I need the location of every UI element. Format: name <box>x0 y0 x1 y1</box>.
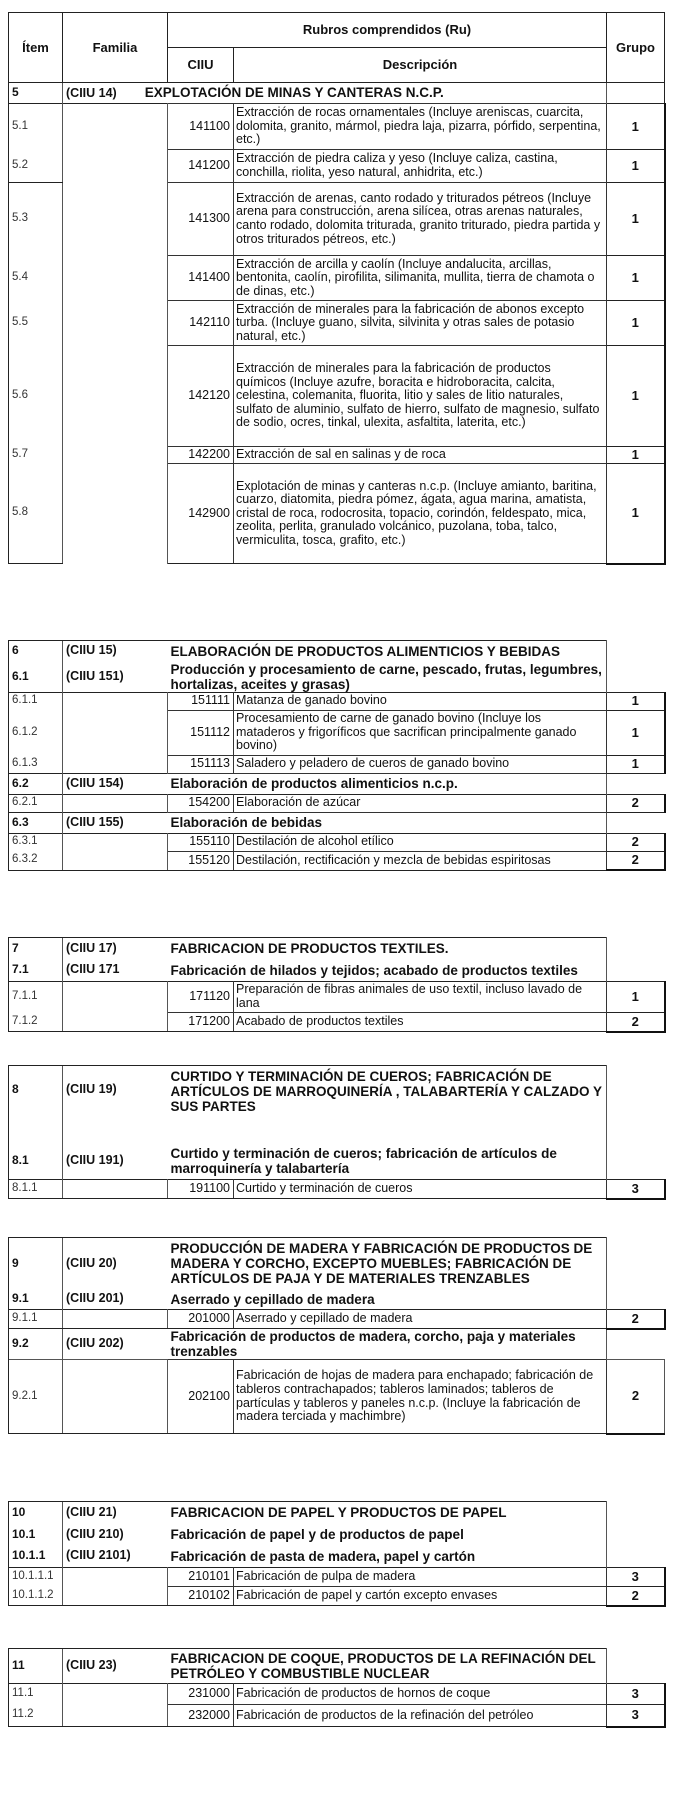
row-grupo: 1 <box>607 301 665 346</box>
row-ciiu: 142110 <box>168 301 234 346</box>
row-item: 9.1.1 <box>9 1310 63 1329</box>
row-desc: Fabricación de productos de la refinación del petróleo <box>234 1705 607 1727</box>
subsection-item: 6.1 <box>9 662 63 693</box>
row-desc: Fabricación de productos de hornos de coque <box>234 1684 607 1705</box>
row-grupo: 1 <box>607 982 665 1013</box>
subsection-title: Elaboración de productos alimenticios n.c.p. <box>168 773 607 794</box>
subsection-ciiu: (CIIU 155) <box>63 812 168 833</box>
row-desc: Destilación, rectificación y mezcla de bebidas espiritosas <box>234 851 607 870</box>
subsection-item: 6.2 <box>9 773 63 794</box>
row-grupo: 3 <box>607 1180 665 1199</box>
subsection-ciiu: (CIIU 2101) <box>63 1546 168 1568</box>
row-grupo: 1 <box>607 183 665 256</box>
subsection-ciiu: (CIIU 210) <box>63 1524 168 1546</box>
table-row <box>9 833 665 851</box>
subsection-title: Producción y procesamiento de carne, pescado, frutas, legumbres, hortalizas, aceites y grasas) <box>168 662 607 693</box>
section-6-table <box>8 640 664 871</box>
row-grupo: 2 <box>607 851 665 870</box>
row-ciiu: 154200 <box>168 794 234 812</box>
section-title: CURTIDO Y TERMINACIÓN DE CUEROS; FABRICACIÓN DE ARTÍCULOS DE MARROQUINERÍA , TALABARTERÍA Y CALZADO Y SUS PARTES <box>168 1066 607 1144</box>
header-rubros: Rubros comprendidos (Ru) <box>168 13 607 48</box>
row-grupo: 1 <box>607 150 665 183</box>
row-desc: Procesamiento de carne de ganado bovino (Incluye los mataderos y frigoríficos que sacrifican principalmente ganado bovino) <box>234 710 607 755</box>
subsection-item: 10.1.1 <box>9 1546 63 1568</box>
subsection-title: Fabricación de hilados y tejidos; acabado de productos textiles <box>168 960 607 982</box>
section-ciiu: (CIIU 20) <box>63 1238 168 1290</box>
row-ciiu: 141300 <box>168 183 234 256</box>
section-title: PRODUCCIÓN DE MADERA Y FABRICACIÓN DE PRODUCTOS DE MADERA Y CORCHO, EXCEPTO MUEBLES; FABRICACIÓN DE ARTÍCULOS DE PAJA Y DE MATERIALES TRENZABLES <box>168 1238 607 1290</box>
section-title: FABRICACION DE PRODUCTOS TEXTILES. <box>168 938 607 960</box>
section-ciiu: (CIIU 19) <box>63 1066 168 1144</box>
row-item: 6.3.1 <box>9 833 63 851</box>
row-grupo: 2 <box>607 1360 665 1434</box>
section-item: 6 <box>9 641 63 662</box>
row-ciiu: 232000 <box>168 1705 234 1727</box>
row-ciiu: 142900 <box>168 464 234 564</box>
header-familia: Familia <box>63 13 168 83</box>
section-item: 8 <box>9 1066 63 1144</box>
subsection-title: Aserrado y cepillado de madera <box>168 1290 607 1310</box>
row-grupo: 1 <box>607 104 665 150</box>
section-10-table <box>8 1501 664 1607</box>
row-ciiu: 142200 <box>168 447 234 464</box>
row-grupo: 1 <box>607 692 665 710</box>
row-desc: Aserrado y cepillado de madera <box>234 1310 607 1329</box>
subsection-title: Fabricación de productos de madera, corcho, paja y materiales trenzables <box>168 1329 607 1360</box>
subsection-item: 8.1 <box>9 1144 63 1180</box>
row-desc: Extracción de piedra caliza y yeso (Incluye caliza, castina, conchilla, riolita, yeso natural, anhidrita, etc.) <box>234 150 607 183</box>
subsection-title: Curtido y terminación de cueros; fabricación de artículos de marroquinería y talabartería <box>168 1144 607 1180</box>
section-item: 7 <box>9 938 63 960</box>
row-grupo: 2 <box>607 1587 665 1606</box>
row-item: 5.5 <box>9 301 63 346</box>
subsection-ciiu: (CIIU 154) <box>63 773 168 794</box>
row-desc: Extracción de minerales para la fabricación de abonos excepto turba. (Incluye guano, silvita, silvinita y otras sales de potasio natural, etc.) <box>234 301 607 346</box>
row-ciiu: 141400 <box>168 256 234 301</box>
row-item: 6.3.2 <box>9 851 63 870</box>
row-ciiu: 155110 <box>168 833 234 851</box>
row-ciiu: 141100 <box>168 104 234 150</box>
section-ciiu: (CIIU 15) <box>63 641 168 662</box>
section-item: 11 <box>9 1649 63 1684</box>
section-ciiu: (CIIU 23) <box>63 1649 168 1684</box>
row-item: 8.1.1 <box>9 1180 63 1199</box>
row-item: 10.1.1.2 <box>9 1587 63 1606</box>
row-desc: Extracción de arcilla y caolín (Incluye andalucita, arcillas, bentonita, caolín, pirofilita, silimanita, mullita, tierra de chamota o de dinas, etc.) <box>234 256 607 301</box>
row-item: 6.1.2 <box>9 710 63 755</box>
table-row <box>9 794 665 812</box>
subsection-ciiu: (CIIU 191) <box>63 1144 168 1180</box>
row-item: 11.1 <box>9 1684 63 1705</box>
table-row <box>9 1684 665 1705</box>
row-ciiu: 155120 <box>168 851 234 870</box>
section-ciiu: (CIIU 21) <box>63 1502 168 1524</box>
row-desc: Fabricación de pulpa de madera <box>234 1568 607 1587</box>
section-item: 9 <box>9 1238 63 1290</box>
section-title: EXPLOTACIÓN DE MINAS Y CANTERAS N.C.P. <box>144 84 444 100</box>
row-ciiu: 191100 <box>168 1180 234 1199</box>
row-desc: Fabricación de papel y cartón excepto envases <box>234 1587 607 1606</box>
row-item: 5.1 <box>9 104 63 150</box>
section-title: ELABORACIÓN DE PRODUCTOS ALIMENTICIOS Y BEBIDAS <box>168 641 607 662</box>
table-row <box>9 692 665 710</box>
row-item: 9.2.1 <box>9 1360 63 1434</box>
row-item: 11.2 <box>9 1705 63 1727</box>
row-ciiu: 151111 <box>168 692 234 710</box>
section-item: 5 <box>9 83 63 104</box>
row-grupo: 1 <box>607 447 665 464</box>
row-item: 10.1.1.1 <box>9 1568 63 1587</box>
row-item: 5.2 <box>9 150 63 183</box>
header-item: Ítem <box>9 13 63 83</box>
row-desc: Destilación de alcohol etílico <box>234 833 607 851</box>
section-heading-row <box>9 83 665 104</box>
row-ciiu: 201000 <box>168 1310 234 1329</box>
row-ciiu: 151113 <box>168 755 234 773</box>
row-desc: Preparación de fibras animales de uso textil, incluso lavado de lana <box>234 982 607 1013</box>
row-grupo: 1 <box>607 464 665 564</box>
row-grupo: 1 <box>607 346 665 447</box>
row-desc: Fabricación de hojas de madera para enchapado; fabricación de tableros contrachapados; tableros laminados; tableros de partículas y tableros y paneles n.c.p. (Incluye la fabricación de madera terciada y machimbre) <box>234 1360 607 1434</box>
row-grupo: 2 <box>607 1310 665 1329</box>
row-grupo: 1 <box>607 755 665 773</box>
table-row <box>9 104 665 150</box>
row-item: 5.8 <box>9 464 63 564</box>
row-grupo: 3 <box>607 1684 665 1705</box>
table-row <box>9 1360 665 1434</box>
row-ciiu: 231000 <box>168 1684 234 1705</box>
row-ciiu: 171200 <box>168 1013 234 1032</box>
row-desc: Explotación de minas y canteras n.c.p. (Incluye amianto, baritina, cuarzo, diatomita, piedra pómez, ágata, agua marina, amatista, cristal de roca, rodocrosita, topacio, corindón, feldespato, mica, zeolita, perlita, granulado volcánico, puzolana, toba, talco, vermiculita, tosca, grafito, etc.) <box>234 464 607 564</box>
subsection-title: Elaboración de bebidas <box>168 812 607 833</box>
subsection-ciiu: (CIIU 201) <box>63 1290 168 1310</box>
row-item: 7.1.2 <box>9 1013 63 1032</box>
table-row <box>9 1180 665 1199</box>
header-ciiu: CIIU <box>168 48 234 83</box>
section-8-table <box>8 1065 664 1200</box>
subsection-title: Fabricación de pasta de madera, papel y cartón <box>168 1546 607 1568</box>
row-grupo: 2 <box>607 794 665 812</box>
row-ciiu: 210101 <box>168 1568 234 1587</box>
row-ciiu: 141200 <box>168 150 234 183</box>
section-9-table <box>8 1237 664 1435</box>
row-familia <box>63 104 168 564</box>
row-ciiu: 171120 <box>168 982 234 1013</box>
row-grupo: 3 <box>607 1705 665 1727</box>
row-desc: Curtido y terminación de cueros <box>234 1180 607 1199</box>
section-title: FABRICACION DE COQUE, PRODUCTOS DE LA REFINACIÓN DEL PETRÓLEO Y COMBUSTIBLE NUCLEAR <box>168 1649 607 1684</box>
subsection-ciiu: (CIIU 171 <box>63 960 168 982</box>
row-item: 6.2.1 <box>9 794 63 812</box>
section-ciiu: (CIIU 14) <box>66 85 117 100</box>
section-7-table <box>8 937 664 1033</box>
row-desc: Extracción de minerales para la fabricación de productos químicos (Incluye azufre, boracita e hidroboracita, calcita, celestina, colemanita, fluorita, litio y sales de litio naturales, sulfato de aluminio, sulfato de hierro, sulfato de magnesio, sulfato de sodio, ocres, tinkal, ulexita, asfaltita, laterita, etc.) <box>234 346 607 447</box>
row-grupo: 3 <box>607 1568 665 1587</box>
row-desc: Extracción de sal en salinas y de roca <box>234 447 607 464</box>
row-desc: Extracción de arenas, canto rodado y triturados pétreos (Incluye arena para construcción, arena silícea, otras arenas naturales, canto rodado, dolomita triturada, granito triturado, piedra partida y otros triturados pétreos, etc.) <box>234 183 607 256</box>
section-item: 10 <box>9 1502 63 1524</box>
row-ciiu: 151112 <box>168 710 234 755</box>
row-ciiu: 142120 <box>168 346 234 447</box>
row-item: 5.6 <box>9 346 63 447</box>
row-item: 5.3 <box>9 183 63 256</box>
header-grupo: Grupo <box>607 13 665 83</box>
table-row <box>9 1310 665 1329</box>
row-ciiu: 202100 <box>168 1360 234 1434</box>
row-desc: Extracción de rocas ornamentales (Incluye areniscas, cuarcita, dolomita, granito, mármol, piedra laja, pizarra, pórfido, serpentina, etc.) <box>234 104 607 150</box>
row-item: 5.4 <box>9 256 63 301</box>
subsection-item: 6.3 <box>9 812 63 833</box>
header-descripcion: Descripción <box>234 48 607 83</box>
row-grupo: 1 <box>607 256 665 301</box>
subsection-ciiu: (CIIU 202) <box>63 1329 168 1360</box>
section-title: FABRICACION DE PAPEL Y PRODUCTOS DE PAPEL <box>168 1502 607 1524</box>
subsection-title: Fabricación de papel y de productos de papel <box>168 1524 607 1546</box>
row-desc: Acabado de productos textiles <box>234 1013 607 1032</box>
row-item: 7.1.1 <box>9 982 63 1013</box>
section-5-table <box>8 12 664 565</box>
subsection-item: 9.1 <box>9 1290 63 1310</box>
subsection-ciiu: (CIIU 151) <box>63 662 168 693</box>
row-desc: Saladero y peladero de cueros de ganado bovino <box>234 755 607 773</box>
row-grupo: 1 <box>607 710 665 755</box>
table-row <box>9 1568 665 1587</box>
table-row <box>9 982 665 1013</box>
section-11-table <box>8 1648 664 1728</box>
row-grupo: 2 <box>607 1013 665 1032</box>
row-desc: Elaboración de azúcar <box>234 794 607 812</box>
section-ciiu: (CIIU 17) <box>63 938 168 960</box>
row-grupo: 2 <box>607 833 665 851</box>
row-item: 6.1.1 <box>9 692 63 710</box>
row-item: 5.7 <box>9 447 63 464</box>
subsection-item: 7.1 <box>9 960 63 982</box>
row-item: 6.1.3 <box>9 755 63 773</box>
row-desc: Matanza de ganado bovino <box>234 692 607 710</box>
subsection-item: 9.2 <box>9 1329 63 1360</box>
subsection-item: 10.1 <box>9 1524 63 1546</box>
row-ciiu: 210102 <box>168 1587 234 1606</box>
